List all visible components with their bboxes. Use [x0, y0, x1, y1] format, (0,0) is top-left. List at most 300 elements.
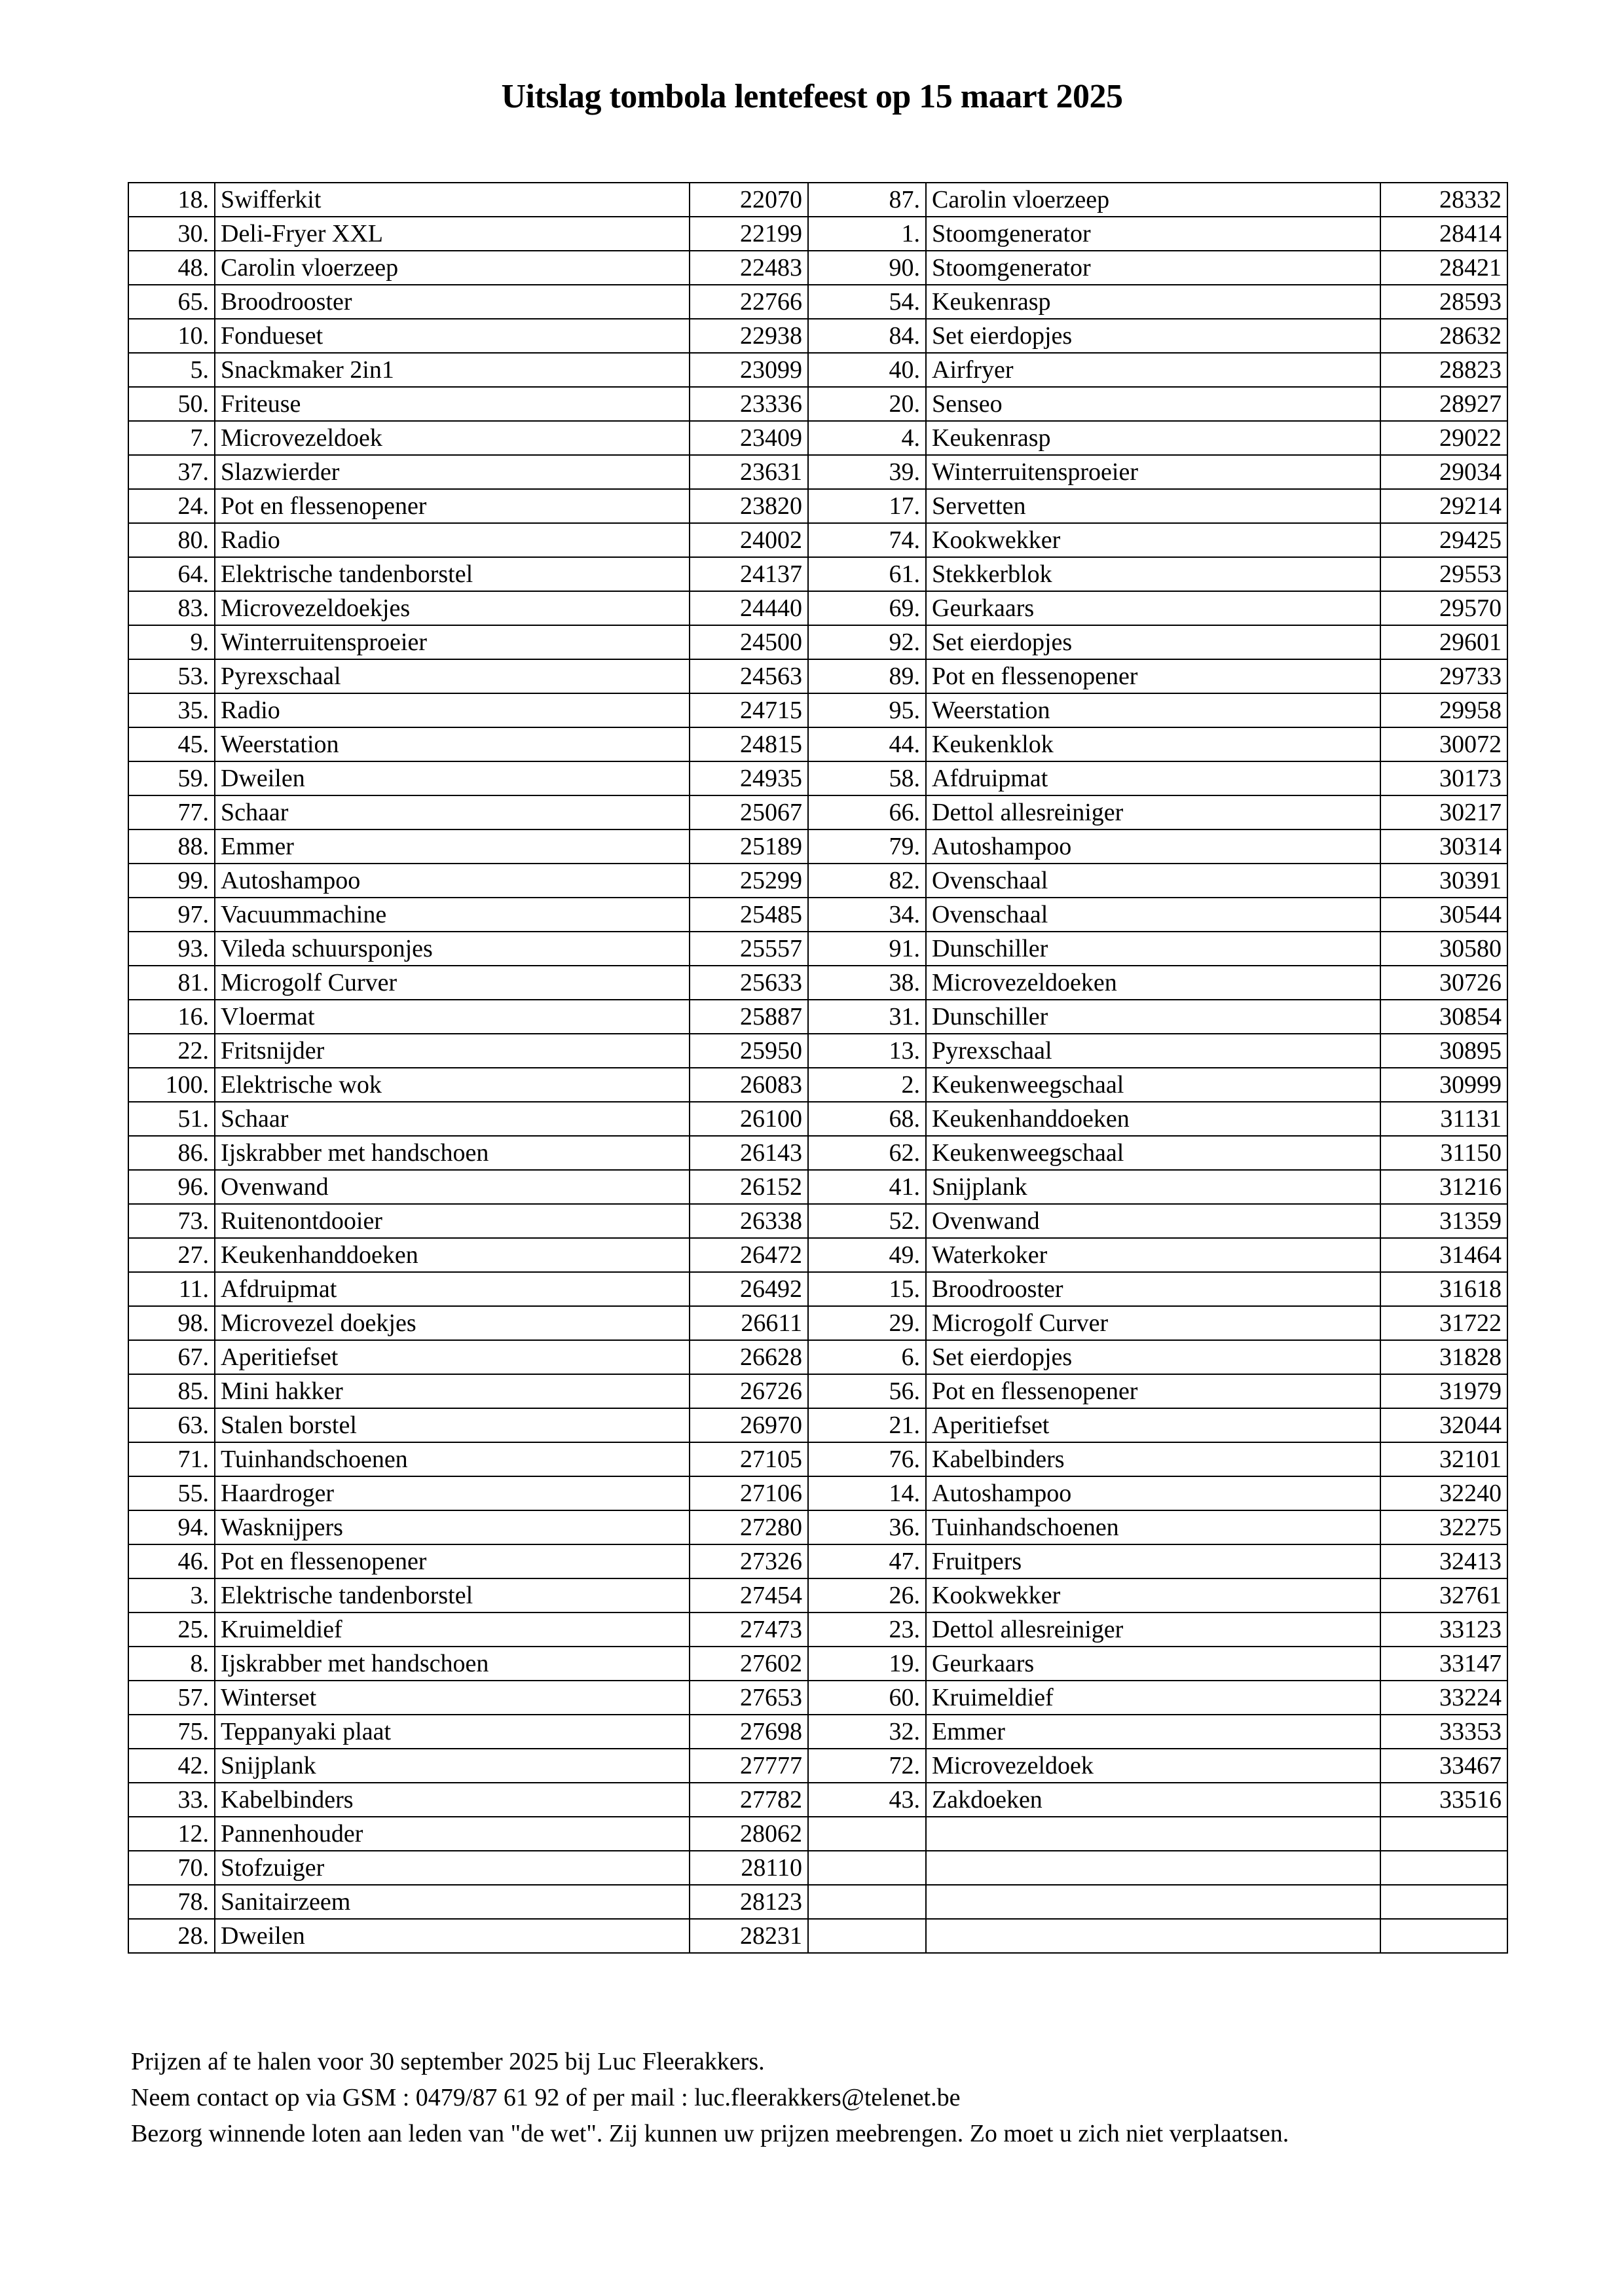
prize-name: Stoomgenerator — [926, 251, 1380, 285]
winning-ticket: 31359 — [1380, 1204, 1507, 1238]
prize-name: Elektrische tandenborstel — [215, 1578, 690, 1613]
prize-name: Pyrexschaal — [215, 659, 690, 693]
winning-ticket: 30999 — [1380, 1068, 1507, 1102]
prize-name: Set eierdopjes — [926, 319, 1380, 353]
winning-ticket: 26611 — [690, 1306, 808, 1340]
prize-number: 61. — [808, 557, 926, 591]
winning-ticket: 31828 — [1380, 1340, 1507, 1374]
winning-ticket: 30854 — [1380, 1000, 1507, 1034]
prize-number: 17. — [808, 489, 926, 523]
prize-name: Pot en flessenopener — [926, 659, 1380, 693]
prize-name: Fruitpers — [926, 1544, 1380, 1578]
prize-number: 90. — [808, 251, 926, 285]
prize-number: 66. — [808, 795, 926, 829]
winning-ticket: 27653 — [690, 1681, 808, 1715]
prize-name: Mini hakker — [215, 1374, 690, 1408]
prize-number: 77. — [128, 795, 215, 829]
winning-ticket: 25633 — [690, 966, 808, 1000]
table-row — [128, 251, 1507, 285]
table-row — [128, 1000, 1507, 1034]
prize-number: 5. — [128, 353, 215, 387]
prize-number: 54. — [808, 285, 926, 319]
prize-name: Afdruipmat — [926, 761, 1380, 795]
prize-number: 97. — [128, 898, 215, 932]
page-title: Uitslag tombola lentefeest op 15 maart 2025 — [501, 78, 1123, 115]
winning-ticket: 30314 — [1380, 829, 1507, 864]
prize-number: 13. — [808, 1034, 926, 1068]
winning-ticket: 23336 — [690, 387, 808, 421]
prize-name: Swifferkit — [215, 183, 690, 217]
winning-ticket: 30072 — [1380, 727, 1507, 761]
prize-name: Dettol allesreiniger — [926, 1613, 1380, 1647]
table-row — [128, 898, 1507, 932]
prize-name: Vileda schuursponjes — [215, 932, 690, 966]
prize-number: 85. — [128, 1374, 215, 1408]
prize-number: 31. — [808, 1000, 926, 1034]
winning-ticket: 33467 — [1380, 1749, 1507, 1783]
prize-name: Afdruipmat — [215, 1272, 690, 1306]
prize-number: 53. — [128, 659, 215, 693]
prize-name: Broodrooster — [215, 285, 690, 319]
prize-number: 47. — [808, 1544, 926, 1578]
prize-number: 43. — [808, 1783, 926, 1817]
winning-ticket: 26100 — [690, 1102, 808, 1136]
winning-ticket: 26628 — [690, 1340, 808, 1374]
table-row — [128, 1578, 1507, 1613]
winning-ticket: 31131 — [1380, 1102, 1507, 1136]
prize-number: 40. — [808, 353, 926, 387]
prize-number: 36. — [808, 1510, 926, 1544]
prize-name: Winterruitensproeier — [926, 455, 1380, 489]
prize-name: Geurkaars — [926, 1647, 1380, 1681]
prize-number: 35. — [128, 693, 215, 727]
prize-number: 87. — [808, 183, 926, 217]
prize-name: Tuinhandschoenen — [926, 1510, 1380, 1544]
prize-name: Keukenhanddoeken — [215, 1238, 690, 1272]
table-row — [128, 217, 1507, 251]
winning-ticket: 27473 — [690, 1613, 808, 1647]
table-row — [128, 1136, 1507, 1170]
prize-number: 75. — [128, 1715, 215, 1749]
prize-name: Set eierdopjes — [926, 1340, 1380, 1374]
prize-number: 70. — [128, 1851, 215, 1885]
prize-number: 29. — [808, 1306, 926, 1340]
table-row — [128, 1851, 1507, 1885]
winning-ticket: 23409 — [690, 421, 808, 455]
table-row — [128, 1306, 1507, 1340]
winning-ticket: 28632 — [1380, 319, 1507, 353]
winning-ticket: 29553 — [1380, 557, 1507, 591]
winning-ticket: 32240 — [1380, 1476, 1507, 1510]
prize-name: Microgolf Curver — [926, 1306, 1380, 1340]
prize-name: Microvezeldoek — [215, 421, 690, 455]
winning-ticket: 26492 — [690, 1272, 808, 1306]
winning-ticket — [1380, 1817, 1507, 1851]
prize-number — [808, 1885, 926, 1919]
winning-ticket: 29214 — [1380, 489, 1507, 523]
prize-number: 74. — [808, 523, 926, 557]
prize-number: 15. — [808, 1272, 926, 1306]
prize-name: Senseo — [926, 387, 1380, 421]
winning-ticket: 28332 — [1380, 183, 1507, 217]
prize-number: 78. — [128, 1885, 215, 1919]
prize-number: 18. — [128, 183, 215, 217]
prize-name: Friteuse — [215, 387, 690, 421]
table-row — [128, 1613, 1507, 1647]
prize-number: 84. — [808, 319, 926, 353]
footer-contact-note: Neem contact op via GSM : 0479/87 61 92 of per mail : luc.fleerakkers@telenet.be — [131, 2084, 961, 2111]
winning-ticket: 29958 — [1380, 693, 1507, 727]
prize-number: 25. — [128, 1613, 215, 1647]
winning-ticket: 31464 — [1380, 1238, 1507, 1272]
table-row — [128, 761, 1507, 795]
prize-number: 9. — [128, 625, 215, 659]
winning-ticket: 28593 — [1380, 285, 1507, 319]
prize-name: Ovenwand — [926, 1204, 1380, 1238]
prize-name: Autoshampoo — [926, 829, 1380, 864]
winning-ticket: 28927 — [1380, 387, 1507, 421]
winning-ticket: 24137 — [690, 557, 808, 591]
winning-ticket: 30544 — [1380, 898, 1507, 932]
prize-name: Set eierdopjes — [926, 625, 1380, 659]
table-row — [128, 1647, 1507, 1681]
table-row — [128, 1476, 1507, 1510]
prize-name: Elektrische wok — [215, 1068, 690, 1102]
prize-name: Snijplank — [215, 1749, 690, 1783]
winning-ticket: 31979 — [1380, 1374, 1507, 1408]
prize-name — [926, 1919, 1380, 1953]
prize-number: 95. — [808, 693, 926, 727]
prize-number: 56. — [808, 1374, 926, 1408]
table-row — [128, 489, 1507, 523]
winning-ticket: 26472 — [690, 1238, 808, 1272]
table-row — [128, 557, 1507, 591]
prize-name: Ruitenontdooier — [215, 1204, 690, 1238]
prize-number: 12. — [128, 1817, 215, 1851]
prize-name: Dweilen — [215, 761, 690, 795]
winning-ticket: 26970 — [690, 1408, 808, 1442]
prize-name: Sanitairzeem — [215, 1885, 690, 1919]
winning-ticket: 27454 — [690, 1578, 808, 1613]
prize-name: Emmer — [215, 829, 690, 864]
prize-number: 39. — [808, 455, 926, 489]
results-body — [128, 183, 1507, 1953]
winning-ticket: 22766 — [690, 285, 808, 319]
winning-ticket: 33123 — [1380, 1613, 1507, 1647]
winning-ticket: 31216 — [1380, 1170, 1507, 1204]
prize-number: 11. — [128, 1272, 215, 1306]
winning-ticket: 30217 — [1380, 795, 1507, 829]
prize-number: 42. — [128, 1749, 215, 1783]
winning-ticket: 28123 — [690, 1885, 808, 1919]
winning-ticket: 30895 — [1380, 1034, 1507, 1068]
table-row — [128, 1068, 1507, 1102]
table-row — [128, 1681, 1507, 1715]
prize-number: 83. — [128, 591, 215, 625]
prize-name: Snijplank — [926, 1170, 1380, 1204]
prize-name: Kookwekker — [926, 1578, 1380, 1613]
table-row — [128, 727, 1507, 761]
prize-number: 80. — [128, 523, 215, 557]
prize-number: 6. — [808, 1340, 926, 1374]
winning-ticket: 29425 — [1380, 523, 1507, 557]
prize-number: 19. — [808, 1647, 926, 1681]
prize-number: 3. — [128, 1578, 215, 1613]
prize-name: Pot en flessenopener — [926, 1374, 1380, 1408]
prize-number: 1. — [808, 217, 926, 251]
prize-number: 73. — [128, 1204, 215, 1238]
table-row — [128, 421, 1507, 455]
table-row — [128, 1238, 1507, 1272]
prize-name: Vacuummachine — [215, 898, 690, 932]
prize-name: Keukenrasp — [926, 421, 1380, 455]
prize-name: Pot en flessenopener — [215, 1544, 690, 1578]
prize-number: 86. — [128, 1136, 215, 1170]
table-row — [128, 829, 1507, 864]
prize-name: Kruimeldief — [926, 1681, 1380, 1715]
prize-number: 98. — [128, 1306, 215, 1340]
winning-ticket: 25189 — [690, 829, 808, 864]
prize-name: Microvezeldoeken — [926, 966, 1380, 1000]
prize-number: 81. — [128, 966, 215, 1000]
prize-number — [808, 1851, 926, 1885]
prize-number: 59. — [128, 761, 215, 795]
prize-name: Schaar — [215, 1102, 690, 1136]
winning-ticket: 29034 — [1380, 455, 1507, 489]
prize-number: 21. — [808, 1408, 926, 1442]
table-row — [128, 183, 1507, 217]
prize-number: 37. — [128, 455, 215, 489]
winning-ticket: 26338 — [690, 1204, 808, 1238]
prize-name: Emmer — [926, 1715, 1380, 1749]
winning-ticket: 27602 — [690, 1647, 808, 1681]
prize-number: 34. — [808, 898, 926, 932]
prize-name: Autoshampoo — [926, 1476, 1380, 1510]
prize-name: Keukenhanddoeken — [926, 1102, 1380, 1136]
prize-number: 88. — [128, 829, 215, 864]
prize-number: 32. — [808, 1715, 926, 1749]
prize-number: 44. — [808, 727, 926, 761]
prize-number: 33. — [128, 1783, 215, 1817]
winning-ticket: 28062 — [690, 1817, 808, 1851]
prize-name: Ovenschaal — [926, 864, 1380, 898]
prize-name: Deli-Fryer XXL — [215, 217, 690, 251]
prize-name: Geurkaars — [926, 591, 1380, 625]
winning-ticket: 25299 — [690, 864, 808, 898]
table-row — [128, 1442, 1507, 1476]
table-row — [128, 319, 1507, 353]
prize-name: Slazwierder — [215, 455, 690, 489]
prize-name: Aperitiefset — [215, 1340, 690, 1374]
winning-ticket: 32044 — [1380, 1408, 1507, 1442]
prize-number: 63. — [128, 1408, 215, 1442]
table-row — [128, 1715, 1507, 1749]
table-row — [128, 1272, 1507, 1306]
prize-number — [808, 1919, 926, 1953]
prize-name — [926, 1817, 1380, 1851]
prize-number: 64. — [128, 557, 215, 591]
prize-number: 4. — [808, 421, 926, 455]
winning-ticket: 29601 — [1380, 625, 1507, 659]
prize-name: Pot en flessenopener — [215, 489, 690, 523]
prize-name — [926, 1851, 1380, 1885]
table-row — [128, 693, 1507, 727]
winning-ticket: 33147 — [1380, 1647, 1507, 1681]
winning-ticket: 30580 — [1380, 932, 1507, 966]
prize-number: 52. — [808, 1204, 926, 1238]
winning-ticket: 24500 — [690, 625, 808, 659]
winning-ticket: 26152 — [690, 1170, 808, 1204]
results-table — [128, 182, 1508, 1954]
prize-name: Kookwekker — [926, 523, 1380, 557]
winning-ticket: 25557 — [690, 932, 808, 966]
winning-ticket: 29570 — [1380, 591, 1507, 625]
prize-number: 38. — [808, 966, 926, 1000]
winning-ticket: 25067 — [690, 795, 808, 829]
prize-name: Stekkerblok — [926, 557, 1380, 591]
winning-ticket: 26083 — [690, 1068, 808, 1102]
winning-ticket — [1380, 1919, 1507, 1953]
prize-name: Ovenschaal — [926, 898, 1380, 932]
prize-name: Keukenweegschaal — [926, 1068, 1380, 1102]
prize-name: Winterset — [215, 1681, 690, 1715]
winning-ticket: 29733 — [1380, 659, 1507, 693]
prize-name: Ijskrabber met handschoen — [215, 1136, 690, 1170]
prize-number: 76. — [808, 1442, 926, 1476]
winning-ticket: 28110 — [690, 1851, 808, 1885]
winning-ticket: 28231 — [690, 1919, 808, 1953]
winning-ticket: 25485 — [690, 898, 808, 932]
prize-number: 7. — [128, 421, 215, 455]
prize-name: Kabelbinders — [215, 1783, 690, 1817]
winning-ticket: 29022 — [1380, 421, 1507, 455]
prize-number: 57. — [128, 1681, 215, 1715]
table-row — [128, 1817, 1507, 1851]
table-row — [128, 795, 1507, 829]
prize-number: 2. — [808, 1068, 926, 1102]
prize-number: 14. — [808, 1476, 926, 1510]
prize-number: 71. — [128, 1442, 215, 1476]
winning-ticket: 27326 — [690, 1544, 808, 1578]
prize-name: Elektrische tandenborstel — [215, 557, 690, 591]
prize-name: Radio — [215, 693, 690, 727]
prize-number: 72. — [808, 1749, 926, 1783]
table-row — [128, 1919, 1507, 1953]
winning-ticket: 32413 — [1380, 1544, 1507, 1578]
winning-ticket: 30173 — [1380, 761, 1507, 795]
prize-name: Fondueset — [215, 319, 690, 353]
winning-ticket: 27698 — [690, 1715, 808, 1749]
winning-ticket: 23820 — [690, 489, 808, 523]
prize-name: Keukenweegschaal — [926, 1136, 1380, 1170]
prize-number: 41. — [808, 1170, 926, 1204]
prize-number: 16. — [128, 1000, 215, 1034]
winning-ticket: 24815 — [690, 727, 808, 761]
winning-ticket: 25887 — [690, 1000, 808, 1034]
winning-ticket: 33516 — [1380, 1783, 1507, 1817]
prize-name: Radio — [215, 523, 690, 557]
winning-ticket: 26143 — [690, 1136, 808, 1170]
table-row — [128, 1034, 1507, 1068]
winning-ticket: 32275 — [1380, 1510, 1507, 1544]
winning-ticket: 28414 — [1380, 217, 1507, 251]
prize-number: 91. — [808, 932, 926, 966]
prize-number: 46. — [128, 1544, 215, 1578]
prize-number: 92. — [808, 625, 926, 659]
prize-number: 20. — [808, 387, 926, 421]
table-row — [128, 387, 1507, 421]
prize-name: Keukenklok — [926, 727, 1380, 761]
prize-number — [808, 1817, 926, 1851]
prize-name: Wasknijpers — [215, 1510, 690, 1544]
prize-name: Haardroger — [215, 1476, 690, 1510]
winning-ticket: 22070 — [690, 183, 808, 217]
prize-number: 67. — [128, 1340, 215, 1374]
table-row — [128, 625, 1507, 659]
prize-name: Waterkoker — [926, 1238, 1380, 1272]
prize-name: Aperitiefset — [926, 1408, 1380, 1442]
prize-number: 10. — [128, 319, 215, 353]
prize-number: 100. — [128, 1068, 215, 1102]
prize-number: 28. — [128, 1919, 215, 1953]
prize-number: 30. — [128, 217, 215, 251]
prize-name: Dunschiller — [926, 932, 1380, 966]
prize-name: Tuinhandschoenen — [215, 1442, 690, 1476]
winning-ticket: 27280 — [690, 1510, 808, 1544]
winning-ticket: 27777 — [690, 1749, 808, 1783]
winning-ticket: 25950 — [690, 1034, 808, 1068]
prize-name: Microvezeldoek — [926, 1749, 1380, 1783]
prize-name: Dunschiller — [926, 1000, 1380, 1034]
table-row — [128, 1408, 1507, 1442]
table-row — [128, 932, 1507, 966]
prize-number: 8. — [128, 1647, 215, 1681]
prize-number: 27. — [128, 1238, 215, 1272]
prize-number: 50. — [128, 387, 215, 421]
winning-ticket: 28823 — [1380, 353, 1507, 387]
prize-number: 49. — [808, 1238, 926, 1272]
prize-name: Vloermat — [215, 1000, 690, 1034]
table-row — [128, 591, 1507, 625]
prize-number: 60. — [808, 1681, 926, 1715]
prize-name: Ovenwand — [215, 1170, 690, 1204]
prize-number: 99. — [128, 864, 215, 898]
prize-name: Broodrooster — [926, 1272, 1380, 1306]
prize-number: 69. — [808, 591, 926, 625]
table-row — [128, 1885, 1507, 1919]
prize-name: Stoomgenerator — [926, 217, 1380, 251]
prize-name: Microvezel doekjes — [215, 1306, 690, 1340]
table-row — [128, 523, 1507, 557]
prize-name: Pyrexschaal — [926, 1034, 1380, 1068]
prize-name: Zakdoeken — [926, 1783, 1380, 1817]
table-row — [128, 1783, 1507, 1817]
table-row — [128, 1204, 1507, 1238]
table-row — [128, 659, 1507, 693]
winning-ticket: 22938 — [690, 319, 808, 353]
prize-number: 26. — [808, 1578, 926, 1613]
table-row — [128, 455, 1507, 489]
footer-delivery-note: Bezorg winnende loten aan leden van "de wet". Zij kunnen uw prijzen meebrengen. Zo moet u zich niet verplaatsen. — [131, 2120, 1289, 2147]
prize-name: Schaar — [215, 795, 690, 829]
winning-ticket: 31150 — [1380, 1136, 1507, 1170]
winning-ticket: 22199 — [690, 217, 808, 251]
table-row — [128, 1544, 1507, 1578]
winning-ticket: 28421 — [1380, 251, 1507, 285]
prize-name: Fritsnijder — [215, 1034, 690, 1068]
winning-ticket — [1380, 1851, 1507, 1885]
table-row — [128, 1374, 1507, 1408]
